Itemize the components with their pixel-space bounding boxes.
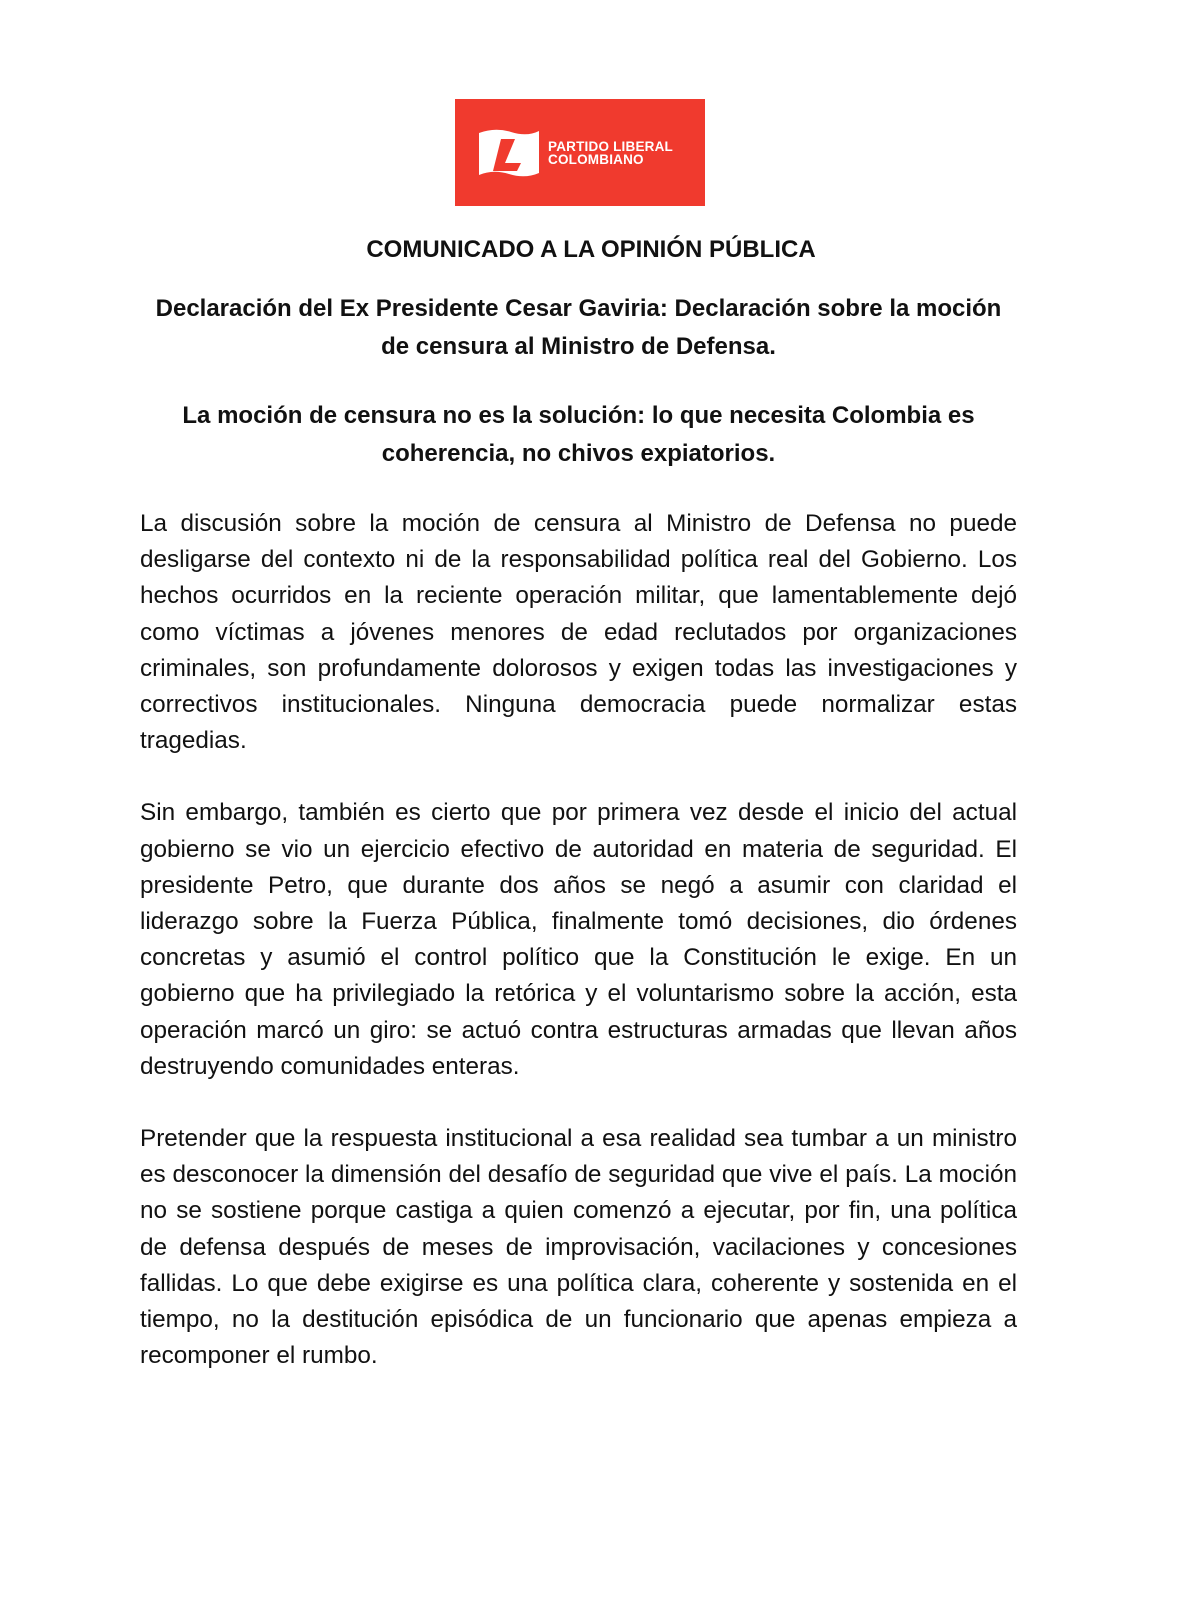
document-headline: La moción de censura no es la solución: lo que necesita Colombia es coherencia, no chivos expiatorios. xyxy=(182,402,975,467)
flag-l-icon xyxy=(477,127,541,181)
document-body xyxy=(140,506,1017,1410)
logo-line-2: COLOMBIANO xyxy=(548,152,644,167)
document-title: COMUNICADO A LA OPINIÓN PÚBLICA xyxy=(366,236,816,263)
logo-line-1: PARTIDO LIBERAL xyxy=(548,139,673,154)
paragraph: Pretender que la respuesta institucional a esa realidad sea tumbar a un ministro es desconocer la dimensión del desafío de seguridad que vive el país. La moción no se sostiene porque castiga a quien comenzó a ejecutar, por fin, una política de defensa después de meses de improvisación, vacilaciones y concesiones fallidas. Lo que debe exigirse es una política clara, coherente y sostenida en el tiempo, no la destitución episódica de un funcionario que apenas empieza a recomponer el rumbo. xyxy=(140,1125,1017,1370)
paragraph: La discusión sobre la moción de censura al Ministro de Defensa no puede desligarse del contexto ni de la responsabilidad política real del Gobierno. Los hechos ocurridos en la reciente operación militar, que lamentablemente dejó como víctimas a jóvenes menores de edad reclutados por organizaciones criminales, son profundamente dolorosos y exigen todas las investigaciones y correctivos institucionales. Ninguna democracia puede normalizar estas tragedias. xyxy=(140,510,1017,755)
logo-text xyxy=(548,140,673,166)
document-subtitle: Declaración del Ex Presidente Cesar Gaviria: Declaración sobre la moción de censura al Ministro de Defensa. xyxy=(155,295,1002,360)
paragraph: Sin embargo, también es cierto que por primera vez desde el inicio del actual gobierno se vio un ejercicio efectivo de autoridad en materia de seguridad. El presidente Petro, que durante dos años se negó a asumir con claridad el liderazgo sobre la Fuerza Pública, finalmente tomó decisiones, dio órdenes concretas y asumió el control político que la Constitución le exige. En un gobierno que ha privilegiado la retórica y el voluntarismo sobre la acción, esta operación marcó un giro: se actuó contra estructuras armadas que llevan años destruyendo comunidades enteras. xyxy=(140,799,1017,1080)
party-logo xyxy=(455,99,705,206)
